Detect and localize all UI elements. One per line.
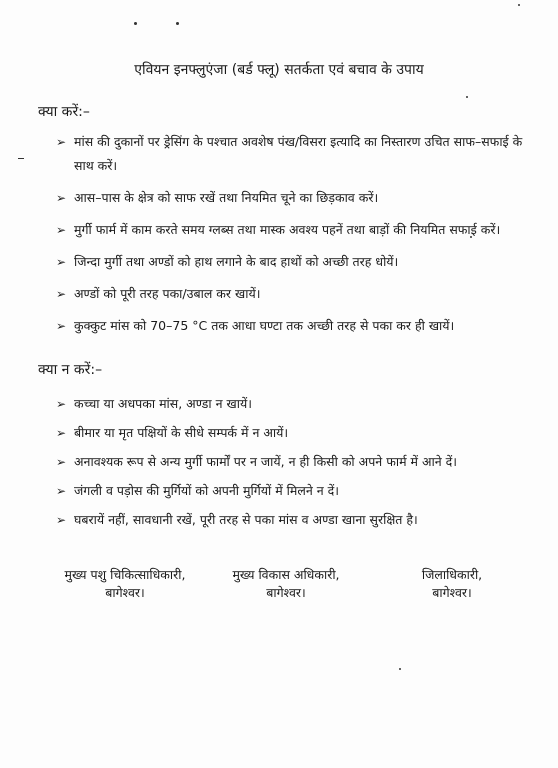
scan-speck xyxy=(466,96,468,98)
signature-designation: मुख्य विकास अधिकारी, xyxy=(232,567,340,582)
arrowhead-bullet-icon: ➢ xyxy=(56,513,67,527)
dont-list-item: ➢ जंगली व पड़ोस की मुर्गियों को अपनी मुर्गियों में मिलने न दें। xyxy=(56,479,534,503)
arrowhead-bullet-icon: ➢ xyxy=(56,319,67,333)
do-list-item: ➢ मुर्गी फार्म में काम करते समय ग्लब्स तथा मास्क अवश्य पहनें तथा बाड़ों की नियमित सफाई करें। xyxy=(56,218,534,242)
dont-section-heading: क्या न करें:– xyxy=(38,362,103,378)
do-list-item: ➢ मांस की दुकानों पर ड्रेसिंग के पश्चात अवशेष पंख/विसरा इत्यादि का निस्तारण उचित साफ–सफाई के साथ करें। xyxy=(56,130,534,178)
document-title: एवियन इनफ्लुएंजा (बर्ड फ्लू) सतर्कता एवं बचाव के उपाय xyxy=(134,62,424,78)
arrowhead-bullet-icon: ➢ xyxy=(56,455,67,469)
arrowhead-bullet-icon: ➢ xyxy=(56,397,67,411)
signature-chief-development-officer xyxy=(206,566,366,602)
arrowhead-bullet-icon: ➢ xyxy=(56,255,67,269)
scan-speck xyxy=(134,22,137,25)
dont-list xyxy=(56,392,534,537)
signature-district-magistrate xyxy=(392,566,512,602)
scan-speck xyxy=(176,22,179,25)
scan-speck xyxy=(518,4,520,6)
arrowhead-bullet-icon: ➢ xyxy=(56,287,67,301)
do-section-heading: क्या करें:– xyxy=(38,104,90,120)
do-list xyxy=(56,130,534,346)
do-list-item: ➢ जिन्दा मुर्गी तथा अण्डों को हाथ लगाने के बाद हाथों को अच्छी तरह धोयें। xyxy=(56,250,534,274)
signature-designation: जिलाधिकारी, xyxy=(421,567,483,582)
dont-list-item: ➢ अनावश्यक रूप से अन्य मुर्गी फार्मों पर न जायें, न ही किसी को अपने फार्म में आने दें। xyxy=(56,450,534,474)
arrowhead-bullet-icon: ➢ xyxy=(56,484,67,498)
do-list-item: ➢ आस–पास के क्षेत्र को साफ रखें तथा नियमित चूने का छिड़काव करें। xyxy=(56,186,534,210)
arrowhead-bullet-icon: ➢ xyxy=(56,426,67,440)
do-list-item: ➢ अण्डों को पूरी तरह पका/उबाल कर खायें। xyxy=(56,282,534,306)
signature-location: बागेश्वर। xyxy=(266,585,306,600)
signature-location: बागेश्वर। xyxy=(432,585,472,600)
signature-location: बागेश्वर। xyxy=(105,585,145,600)
scan-speck xyxy=(18,158,24,159)
scan-speck xyxy=(399,668,401,670)
arrowhead-bullet-icon: ➢ xyxy=(56,191,67,205)
arrowhead-bullet-icon: ➢ xyxy=(56,135,67,149)
signature-chief-veterinary-officer xyxy=(40,566,210,602)
dont-list-item: ➢ घबरायें नहीं, सावधानी रखें, पूरी तरह से पका मांस व अण्डा खाना सुरक्षित है। xyxy=(56,508,534,532)
arrowhead-bullet-icon: ➢ xyxy=(56,223,67,237)
dont-list-item: ➢ कच्चा या अधपका मांस, अण्डा न खायें। xyxy=(56,392,534,416)
do-list-item: ➢ कुक्कुट मांस को 70–75 °C तक आधा घण्टा तक अच्छी तरह से पका कर ही खायें। xyxy=(56,314,534,338)
dont-list-item: ➢ बीमार या मृत पक्षियों के सीधे सम्पर्क में न आयें। xyxy=(56,421,534,445)
signature-designation: मुख्य पशु चिकित्साधिकारी, xyxy=(64,567,186,582)
